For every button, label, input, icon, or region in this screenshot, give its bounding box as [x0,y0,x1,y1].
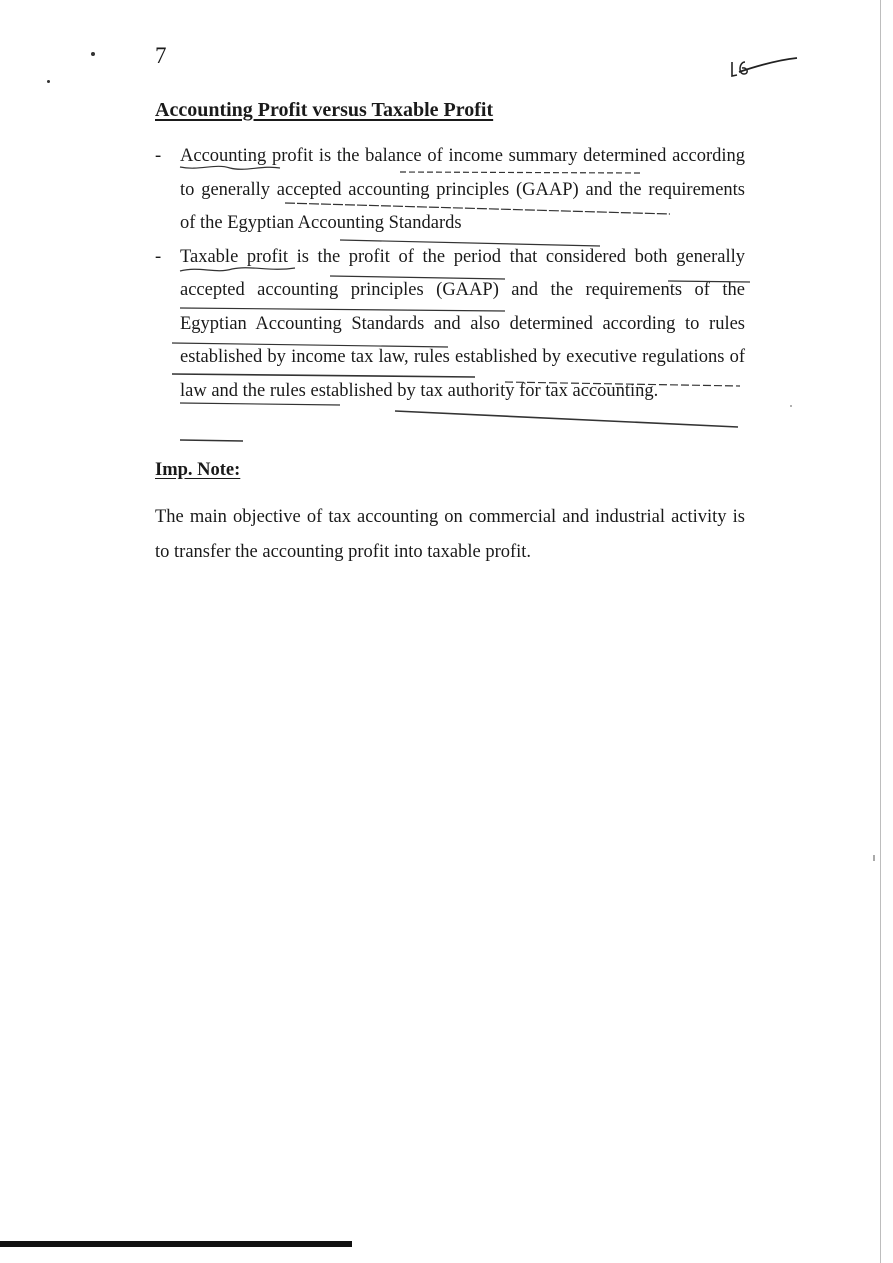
scan-bottom-bar [0,1241,352,1247]
bullet-list [155,140,745,408]
page-number: 7 [155,43,167,68]
handwritten-page-mark [727,54,807,84]
scan-speck [790,405,792,407]
important-note-body: The main objective of tax accounting on commercial and industrial activity is to transfer the accounting profit into taxable profit. [155,507,745,562]
scan-speck [91,52,95,56]
bullet-accounting-profit [155,140,745,241]
handwritten-mark-drawing [727,54,807,84]
bullet-text: Taxable profit is the profit of the period that considered both generally accepted accounting principles (GAAP) and the requirements of the Egyptian Accounting Standards and also determined according to rules established by income tax law, rules established by executive regulations of law and the rules established by tax authority for tax accounting. [180,246,745,401]
scan-speck [873,855,875,861]
pen-underline [395,411,738,427]
pen-underline [180,440,243,441]
important-note-heading: Imp. Note: [155,460,241,480]
bullet-text: Accounting profit is the balance of income summary determined according to generally accepted accounting principles (GAAP) and the requirements of the Egyptian Accounting Standards [180,146,745,233]
bullet-taxable-profit [155,241,745,409]
bullet-dash: - [155,146,162,166]
page-edge [880,0,881,1263]
section-title: Accounting Profit versus Taxable Profit [155,99,494,121]
scan-speck [47,80,50,83]
bullet-dash: - [155,246,162,267]
